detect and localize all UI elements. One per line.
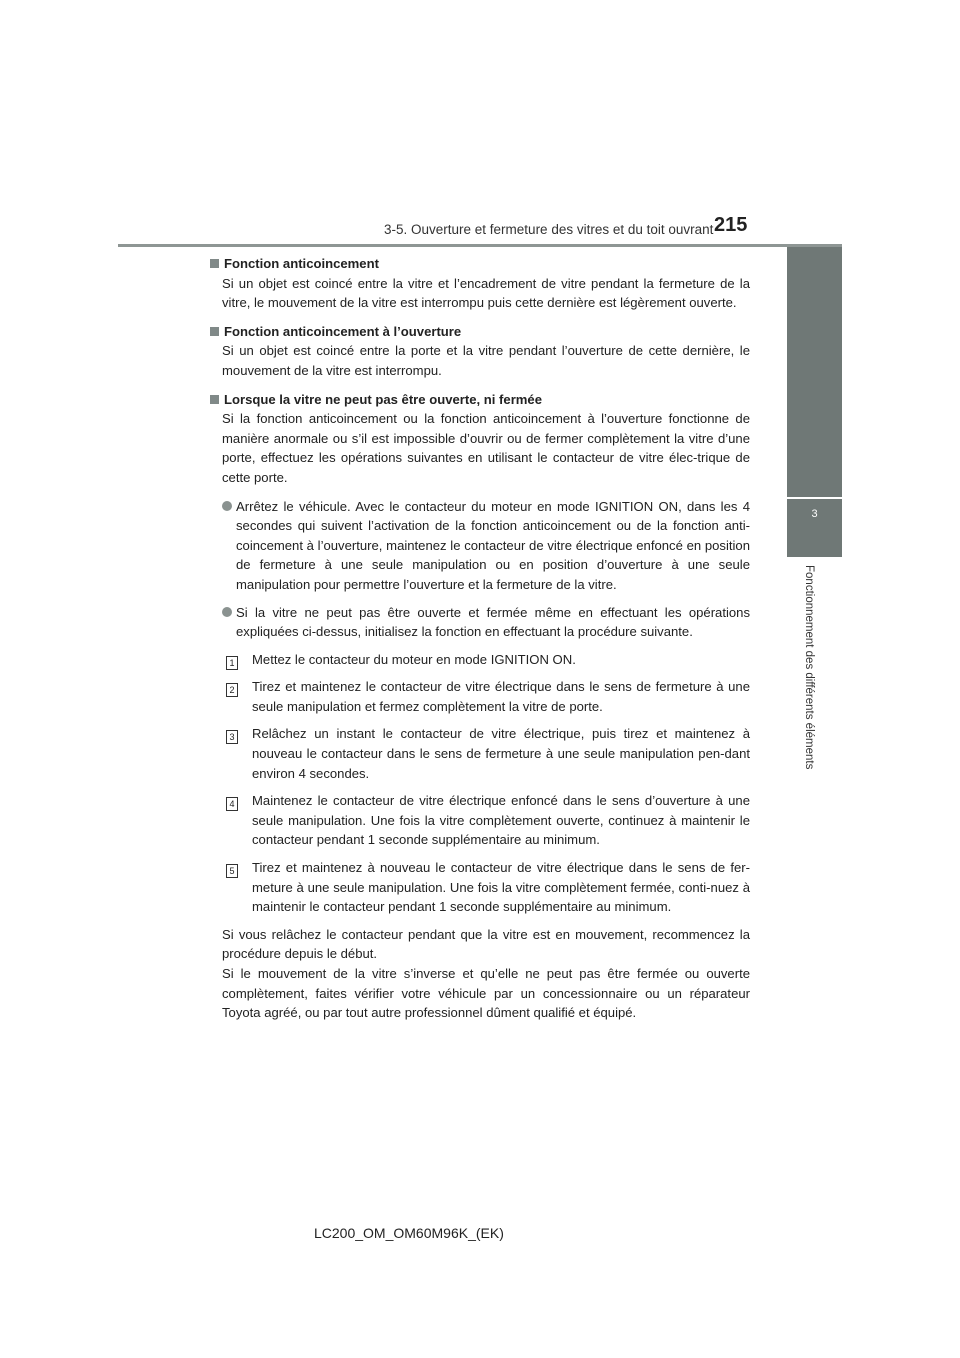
- main-content: [210, 254, 750, 1023]
- list-item: [222, 497, 750, 595]
- section-title-text: Fonction anticoincement à l’ouverture: [224, 323, 462, 339]
- section-title-text: Lorsque la vitre ne peut pas être ouverte, ni fermée: [224, 391, 542, 407]
- step-number-badge: 1: [226, 656, 238, 670]
- step-text: Maintenez le contacteur de vitre électrique enfoncé dans le sens d’ouverture à une seule manipulation. Une fois la vitre complètement ouverte, continuez à maintenir le contacteur pendant 1 seconde supplémentaire au minimum.: [252, 793, 750, 848]
- step-text: Relâchez un instant le contacteur de vitre électrique, puis tirez et maintenez à nouveau le contacteur dans le sens de fermeture à une seule manipulation pen-dant environ 4 secondes.: [252, 726, 750, 781]
- closing-note: [210, 925, 750, 1023]
- section-anti-pinch: [210, 254, 750, 313]
- header-divider: [118, 244, 842, 247]
- procedure-step: [226, 677, 750, 716]
- closing-note-line: Si le mouvement de la vitre s’inverse et qu’elle ne peut pas être fermée ou ouverte complètement, faites vérifier votre véhicule par un concessionnaire ou un réparateur Toyota agréé, ou par tout autre professionnel dûment qualifié et équipé.: [222, 966, 750, 1021]
- section-title: [210, 322, 750, 342]
- procedure-step: [226, 791, 750, 850]
- section-title: [210, 390, 750, 410]
- section-anti-pinch-opening: [210, 322, 750, 381]
- step-text: Mettez le contacteur du moteur en mode IGNITION ON.: [252, 651, 576, 667]
- bullet-text: Si la vitre ne peut pas être ouverte et fermée même en effectuant les opérations expliquées ci-dessus, initialisez la fonction en effectuant la procédure suivante.: [236, 604, 750, 640]
- side-tab-chapter-title-text: Fonctionnement des différents éléments: [803, 565, 815, 770]
- step-number-badge: 5: [226, 864, 238, 878]
- section-paragraph: Si un objet est coincé entre la vitre et l’encadrement de vitre pendant la fermeture de la vitre, le mouvement de la vitre est interrompu puis cette dernière est légèrement ouverte.: [222, 275, 750, 311]
- bullet-text: Arrêtez le véhicule. Avec le contacteur du moteur en mode IGNITION ON, dans les 4 secondes qui suivent l’activation de la fonction anticoincement ou de la fonction anti-coincement à l’ouverture, maintenez le contacteur de vitre électrique enfoncé en position de fermeture à une seule manipulation ou en position d’ouverture à une seule manipulation pour permettre l’ouverture et la fermeture de la vitre.: [236, 498, 750, 592]
- square-bullet-icon: [210, 395, 219, 404]
- procedure-step: [226, 858, 750, 917]
- circle-bullet-icon: [222, 607, 232, 617]
- square-bullet-icon: [210, 327, 219, 336]
- section-title: [210, 254, 750, 274]
- page-number: 215: [714, 214, 748, 236]
- section-title-text: Fonction anticoincement: [224, 256, 379, 271]
- step-number-badge: 2: [226, 683, 238, 697]
- side-tab-upper-block: [787, 247, 842, 497]
- section-paragraph: Si un objet est coincé entre la porte et la vitre pendant l’ouverture de cette dernière, le mouvement de la vitre est interrompu.: [222, 343, 750, 378]
- side-tab-chapter-number: 3: [787, 499, 842, 557]
- circle-bullet-icon: [222, 501, 232, 511]
- section-paragraph: Si la fonction anticoincement ou la fonction anticoincement à l’ouverture fonctionne de manière anormale ou s’il est impossible d’ouvrir ou de fermer complètement la vitre d’une porte, effectuez les opérations suivantes en utilisant le contacteur de vitre élec-trique de cette porte.: [222, 411, 750, 485]
- closing-note-line: Si vous relâchez le contacteur pendant que la vitre est en mouvement, recommencez la procédure depuis le début.: [222, 926, 750, 962]
- procedure-step: [226, 650, 750, 670]
- procedure-step: [226, 724, 750, 783]
- square-bullet-icon: [210, 259, 219, 268]
- document-code: LC200_OM_OM60M96K_(EK): [314, 1225, 504, 1241]
- running-header-title: 3-5. Ouverture et fermeture des vitres et du toit ouvrant: [384, 222, 714, 237]
- step-text: Tirez et maintenez le contacteur de vitre électrique dans le sens de fermeture à une seule manipulation et fermez complètement la vitre de porte.: [252, 679, 750, 714]
- list-item: [222, 603, 750, 642]
- section-window-blocked: [210, 390, 750, 488]
- step-text: Tirez et maintenez à nouveau le contacteur de vitre électrique dans le sens de fer-meture à une seule manipulation. Une fois la vitre complètement fermée, conti-nuez à maintenir le contacteur pendant 1 seconde supplémentaire au minimum.: [252, 860, 750, 915]
- step-number-badge: 3: [226, 730, 238, 744]
- step-number-badge: 4: [226, 797, 238, 811]
